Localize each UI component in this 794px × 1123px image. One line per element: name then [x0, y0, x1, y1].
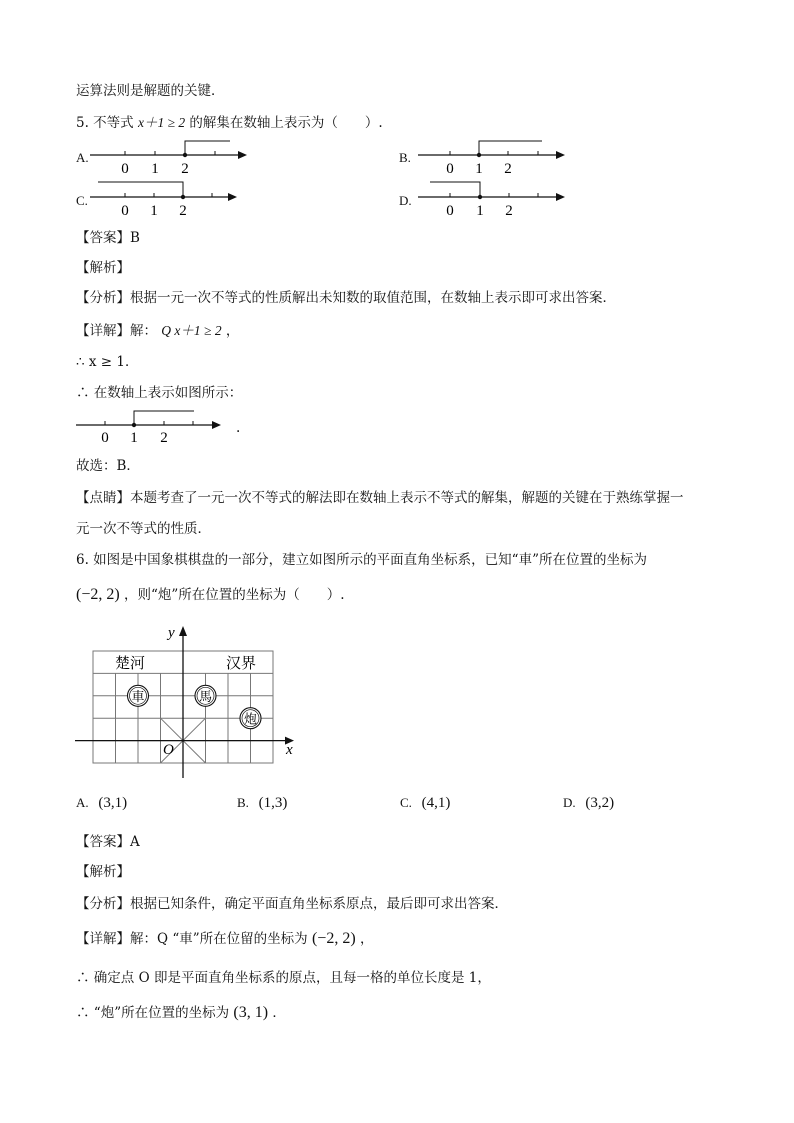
origin-label: O: [163, 742, 174, 758]
q5-sol-tick-2: 2: [160, 430, 168, 444]
q5-stem-expr: x＋1 ≥ 2: [137, 115, 186, 130]
q6-choice-b: [237, 795, 287, 812]
q5-a-tick-2: 2: [181, 161, 189, 176]
q5-option-d-label: D.: [399, 193, 412, 208]
q6-fenxi: 【分析】根据已知条件，确定平面直角坐标系原点，最后即可求出答案．: [76, 896, 508, 912]
q6-chessboard-figure: [72, 620, 312, 785]
q5-detail-prefix: 【详解】解：: [76, 323, 157, 339]
q6-step2-expr: (3, 1): [233, 1004, 269, 1021]
q6-choice-a-value: (3,1): [98, 795, 128, 811]
q6-step1: ∴ 确定点 O 即是平面直角坐标系的原点，且每一格的单位长度是 1，: [76, 970, 491, 986]
q6-choice-a: [76, 795, 127, 812]
q6-choice-d-letter: D.: [563, 795, 576, 810]
q5-comment-line1: 【点睛】本题考查了一元一次不等式的解法即在数轴上表示不等式的解集，解题的关键在于熟练掌握一: [76, 490, 684, 506]
q5-b-tick-1: 1: [475, 161, 483, 176]
q5-b-tick-0: 0: [446, 161, 454, 176]
q5-option-a-numberline: [90, 140, 250, 176]
axis-x-label: x: [286, 742, 293, 758]
q5-d-tick-0: 0: [446, 203, 454, 218]
q5-detail-suffix: ，: [225, 323, 240, 339]
q6-choice-c-value: (4,1): [421, 795, 451, 811]
q6-choice-c-letter: C.: [400, 795, 412, 810]
q6-choice-b-value: (1,3): [258, 795, 288, 811]
q5-stem-prefix: 5. 不等式: [76, 115, 134, 131]
q5-option-b-numberline: [418, 140, 578, 176]
q5-choose: 故选：B．: [76, 458, 140, 474]
q6-choice-a-letter: A.: [76, 795, 89, 810]
q6-stem-expr: (−2, 2): [76, 586, 120, 603]
q6-step2: [76, 1004, 286, 1022]
q5-option-c-label: C.: [76, 193, 88, 208]
q5-comment-line2: 元一次不等式的性质．: [76, 521, 211, 537]
q5-c-tick-0: 0: [121, 203, 129, 218]
q6-step2-prefix: ∴ “炮”所在位置的坐标为: [76, 1005, 230, 1021]
q5-detail-expr: Q x＋1 ≥ 2: [161, 323, 222, 338]
q6-choice-b-letter: B.: [237, 795, 249, 810]
q5-stem-suffix: 的解集在数轴上表示为（ ）.: [189, 115, 383, 131]
q6-choice-d-value: (3,2): [585, 795, 615, 811]
q5-option-c-numberline: [90, 180, 250, 218]
q6-choice-d: [563, 795, 614, 812]
q6-stem-line1: 6. 如图是中国象棋棋盘的一部分，建立如图所示的平面直角坐标系，已知“車”所在位置的坐标为: [76, 552, 647, 568]
q5-fenxi: 【分析】根据一元一次不等式的性质解出未知数的取值范围，在数轴上表示即可求出答案．: [76, 290, 616, 306]
q5-c-tick-2: 2: [179, 203, 187, 218]
q5-detail: [76, 322, 239, 340]
q6-analysis-title: 【解析】: [76, 864, 130, 880]
q5-sol-tick-0: 0: [101, 430, 109, 444]
q5-option-a-label: A.: [76, 150, 89, 165]
river-right-text: 汉界: [226, 656, 257, 672]
q5-a-tick-1: 1: [151, 161, 159, 176]
q5-d-tick-2: 2: [505, 203, 513, 218]
q5-answer: 【答案】B: [76, 230, 140, 246]
q5-step1: ∴ x ≥ 1．: [76, 354, 139, 370]
axis-y-label: y: [168, 625, 175, 641]
q6-detail-suffix: ，: [359, 931, 374, 947]
q5-step2-period: .: [236, 420, 241, 436]
q6-detail-expr: (−2, 2): [311, 930, 356, 947]
q5-c-tick-1: 1: [150, 203, 158, 218]
piece-ma: 馬: [198, 689, 213, 704]
q6-stem-suffix: ，则“炮”所在位置的坐标为（ ）.: [123, 587, 345, 603]
piece-che: 車: [131, 689, 145, 704]
q6-choice-c: [400, 795, 450, 812]
q5-option-b-label: B.: [399, 150, 411, 165]
q6-detail: [76, 930, 373, 948]
q6-detail-prefix: 【详解】解：Q “車”所在位留的坐标为: [76, 931, 308, 947]
q6-step2-suffix: ．: [272, 1005, 286, 1021]
q6-stem-line2: [76, 586, 345, 604]
q5-option-d-numberline: [418, 180, 578, 218]
q5-b-tick-2: 2: [504, 161, 512, 176]
q5-a-tick-0: 0: [121, 161, 129, 176]
q6-answer: 【答案】A: [76, 834, 140, 850]
q5-step2: ∴ 在数轴上表示如图所示：: [76, 385, 243, 401]
q5-d-tick-1: 1: [476, 203, 484, 218]
river-left-text: 楚河: [115, 656, 146, 672]
intro-line: 运算法则是解题的关键．: [76, 83, 225, 99]
q5-stem: [76, 114, 383, 132]
q5-sol-tick-1: 1: [130, 430, 138, 444]
q5-analysis-title: 【解析】: [76, 260, 130, 276]
q5-solution-numberline: [76, 408, 256, 444]
piece-pao: 炮: [243, 711, 258, 727]
